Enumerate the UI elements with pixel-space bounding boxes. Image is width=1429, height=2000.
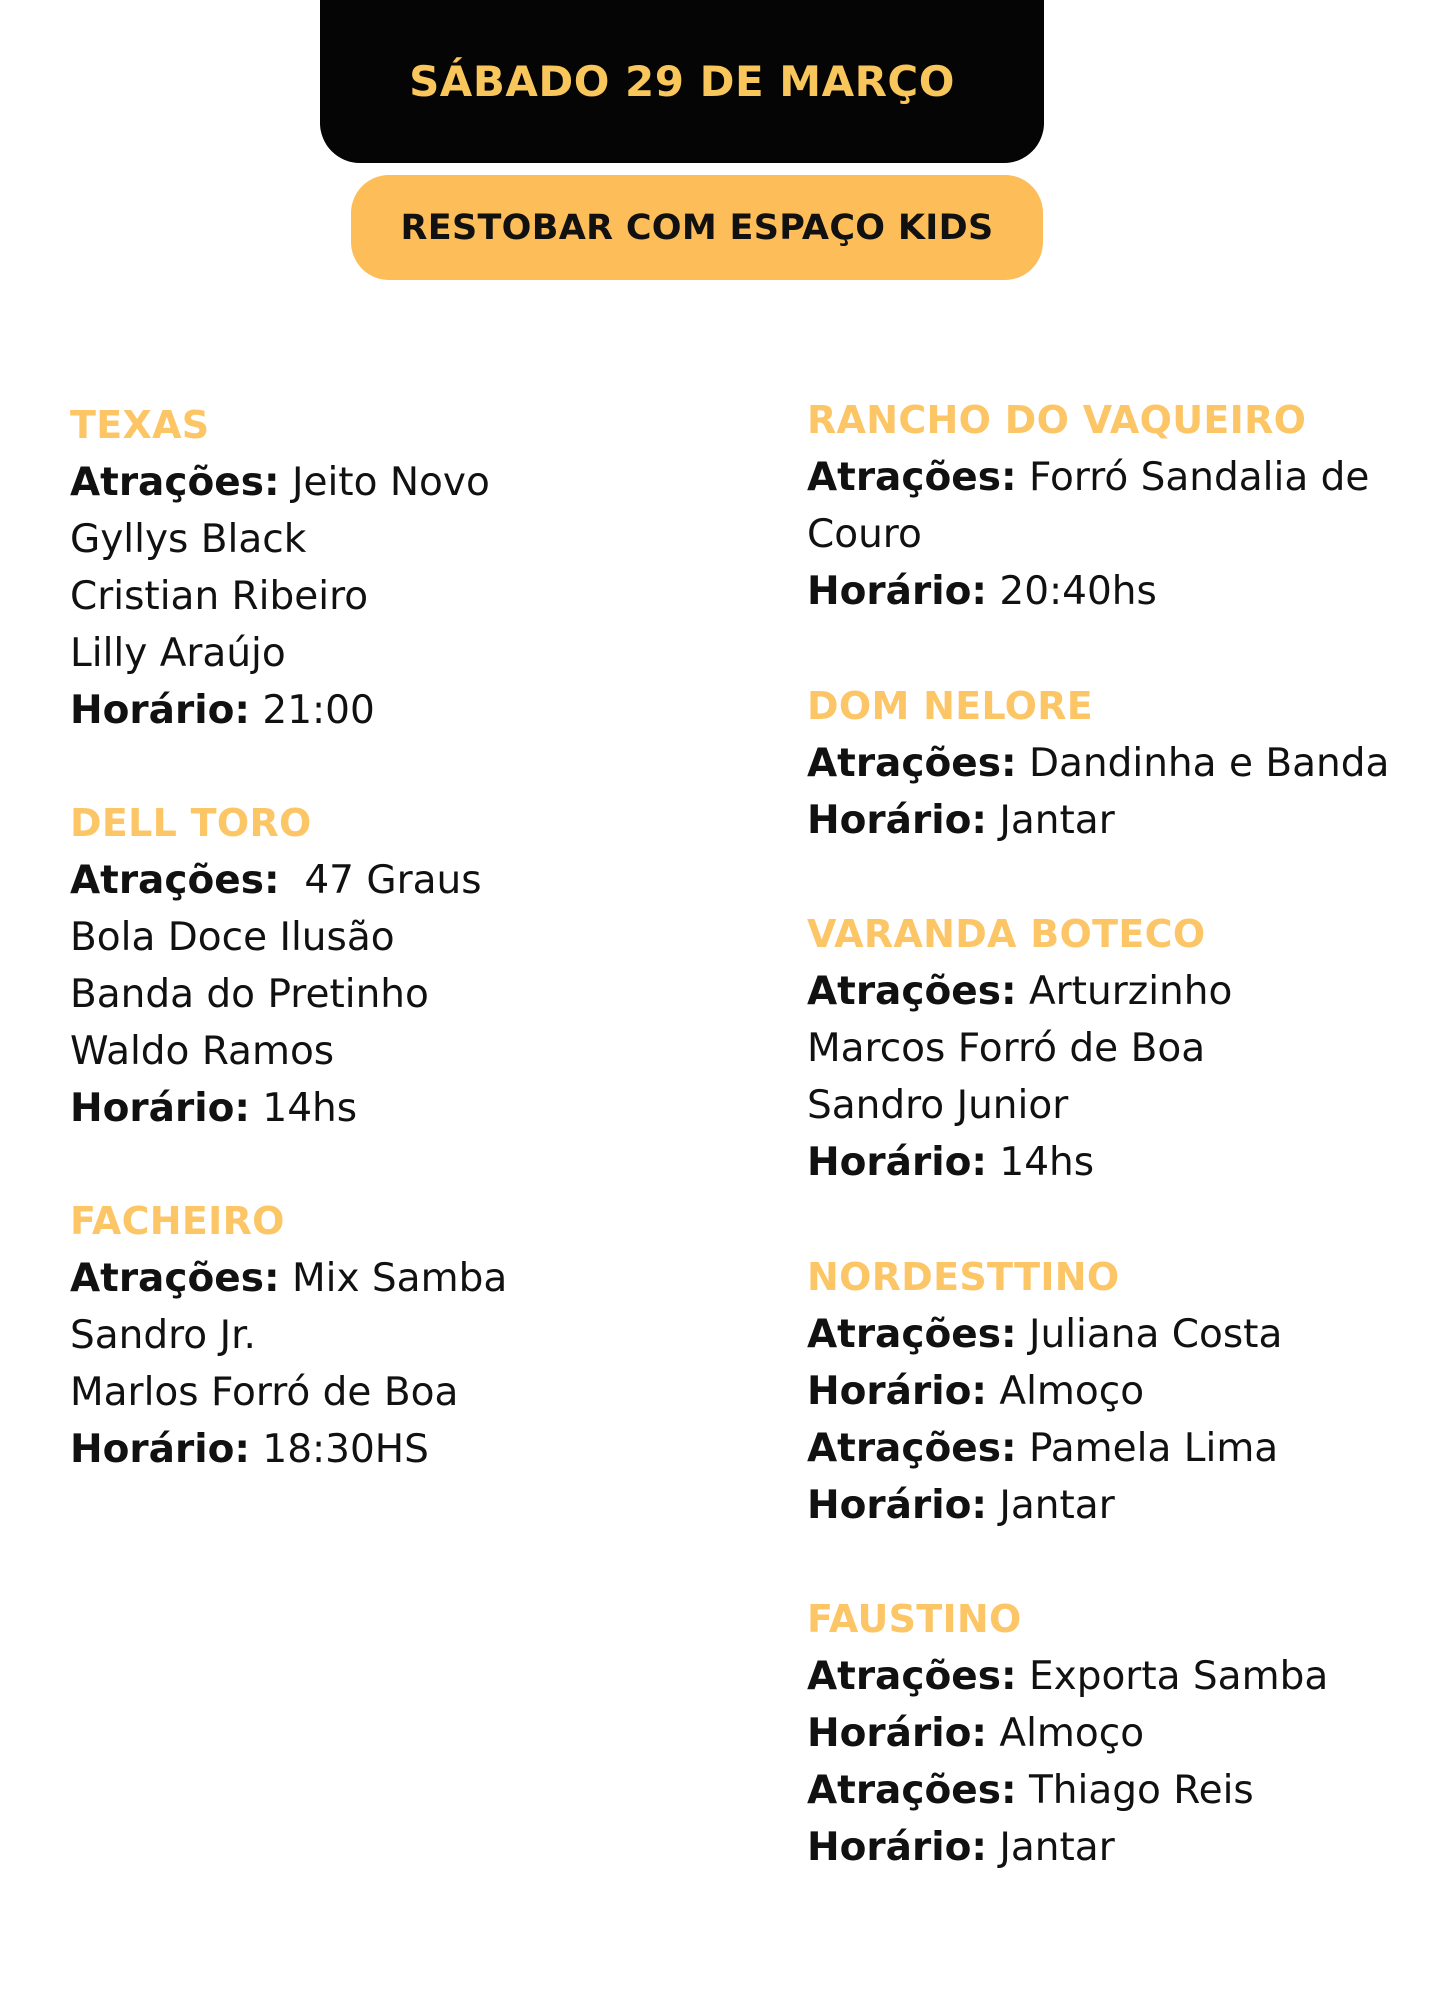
date-banner	[320, 0, 1044, 163]
venue-block-varanda-boteco	[807, 906, 1407, 1191]
attraction: Sandro Junior	[807, 1083, 1069, 1128]
attraction: Dandinha e Banda	[1028, 741, 1390, 786]
venue-block-nordesttino	[807, 1249, 1407, 1534]
schedule-value: Jantar	[999, 1483, 1115, 1528]
venue-type-label: RESTOBAR COM ESPAÇO KIDS	[400, 207, 994, 248]
attractions-line	[807, 1306, 1407, 1363]
attraction: Marlos Forró de Boa	[70, 1370, 459, 1415]
venue-title: VARANDA BOTECO	[807, 912, 1206, 956]
venue-block-texas	[70, 397, 710, 739]
schedule-value: 14hs	[262, 1086, 358, 1131]
attraction: Mix Samba	[291, 1256, 508, 1301]
attraction: Couro	[807, 512, 922, 557]
schedule-line	[807, 1705, 1407, 1762]
attractions-line	[807, 1762, 1407, 1819]
attractions-line	[70, 1250, 710, 1307]
schedule-value: Almoço	[999, 1711, 1145, 1756]
venue-block-dell-toro	[70, 795, 710, 1137]
venue-title: NORDESTTINO	[807, 1255, 1120, 1299]
attractions-label: Atrações:	[807, 1768, 1017, 1813]
schedule-line	[70, 1080, 710, 1137]
attraction: Cristian Ribeiro	[70, 574, 369, 619]
attractions-label: Atrações:	[70, 460, 280, 505]
attractions-label: Atrações:	[70, 1256, 280, 1301]
venue-title: FAUSTINO	[807, 1597, 1022, 1641]
venue-block-facheiro	[70, 1193, 710, 1478]
attractions-line	[807, 1420, 1407, 1477]
schedule-line	[807, 1363, 1407, 1420]
venue-block-faustino	[807, 1591, 1407, 1876]
schedule-label: Horário:	[70, 1427, 250, 1472]
schedule-value: 14hs	[999, 1140, 1095, 1185]
schedule-line	[807, 1477, 1407, 1534]
attractions-line	[70, 852, 710, 909]
attractions-line	[807, 963, 1407, 1020]
venue-title: TEXAS	[70, 403, 210, 447]
attraction: Gyllys Black	[70, 517, 307, 562]
attraction: Marcos Forró de Boa	[807, 1026, 1206, 1071]
schedule-label: Horário:	[807, 1711, 987, 1756]
schedule-line	[70, 1421, 710, 1478]
schedule-label: Horário:	[807, 569, 987, 614]
attraction: Forró Sandalia de	[1028, 455, 1370, 500]
attractions-line	[807, 735, 1407, 792]
schedule-value: 21:00	[262, 688, 375, 733]
venue-type-badge	[351, 175, 1043, 280]
venue-title: FACHEIRO	[70, 1199, 285, 1243]
schedule-value: 18:30HS	[262, 1427, 429, 1472]
schedule-label: Horário:	[807, 798, 987, 843]
attractions-line	[807, 1648, 1407, 1705]
attractions-label: Atrações:	[807, 741, 1017, 786]
venue-title: RANCHO DO VAQUEIRO	[807, 398, 1307, 442]
venue-title: DOM NELORE	[807, 684, 1094, 728]
attraction: Sandro Jr.	[70, 1313, 256, 1358]
venue-title: DELL TORO	[70, 801, 312, 845]
attraction: Jeito Novo	[291, 460, 490, 505]
venue-block-rancho-do-vaqueiro	[807, 392, 1407, 620]
attractions-line	[807, 449, 1407, 506]
schedule-line	[807, 1134, 1407, 1191]
schedule-label: Horário:	[807, 1140, 987, 1185]
attraction: 47 Graus	[291, 858, 482, 903]
schedule-value: Jantar	[999, 798, 1115, 843]
attractions-label: Atrações:	[807, 1654, 1017, 1699]
schedule-label: Horário:	[807, 1483, 987, 1528]
attraction: Lilly Araújo	[70, 631, 286, 676]
schedule-line	[70, 682, 710, 739]
attractions-label: Atrações:	[807, 455, 1017, 500]
attraction: Bola Doce Ilusão	[70, 915, 395, 960]
attractions-label: Atrações:	[807, 969, 1017, 1014]
schedule-value: Jantar	[999, 1825, 1115, 1870]
schedule-value: Almoço	[999, 1369, 1145, 1414]
attraction: Exporta Samba	[1028, 1654, 1329, 1699]
schedule-value: 20:40hs	[999, 569, 1157, 614]
attraction: Arturzinho	[1028, 969, 1233, 1014]
schedule-label: Horário:	[807, 1825, 987, 1870]
attraction: Thiago Reis	[1028, 1768, 1254, 1813]
attractions-label: Atrações:	[807, 1312, 1017, 1357]
event-date: SÁBADO 29 DE MARÇO	[409, 57, 955, 106]
attraction: Pamela Lima	[1028, 1426, 1279, 1471]
schedule-line	[807, 1819, 1407, 1876]
attractions-label: Atrações:	[70, 858, 280, 903]
attractions-line	[70, 454, 710, 511]
venue-block-dom-nelore	[807, 678, 1407, 849]
schedule-label: Horário:	[70, 1086, 250, 1131]
schedule-line	[807, 792, 1407, 849]
attraction: Banda do Pretinho	[70, 972, 429, 1017]
attraction: Waldo Ramos	[70, 1029, 335, 1074]
schedule-label: Horário:	[70, 688, 250, 733]
attractions-label: Atrações:	[807, 1426, 1017, 1471]
attraction: Juliana Costa	[1028, 1312, 1283, 1357]
schedule-line	[807, 563, 1407, 620]
schedule-label: Horário:	[807, 1369, 987, 1414]
